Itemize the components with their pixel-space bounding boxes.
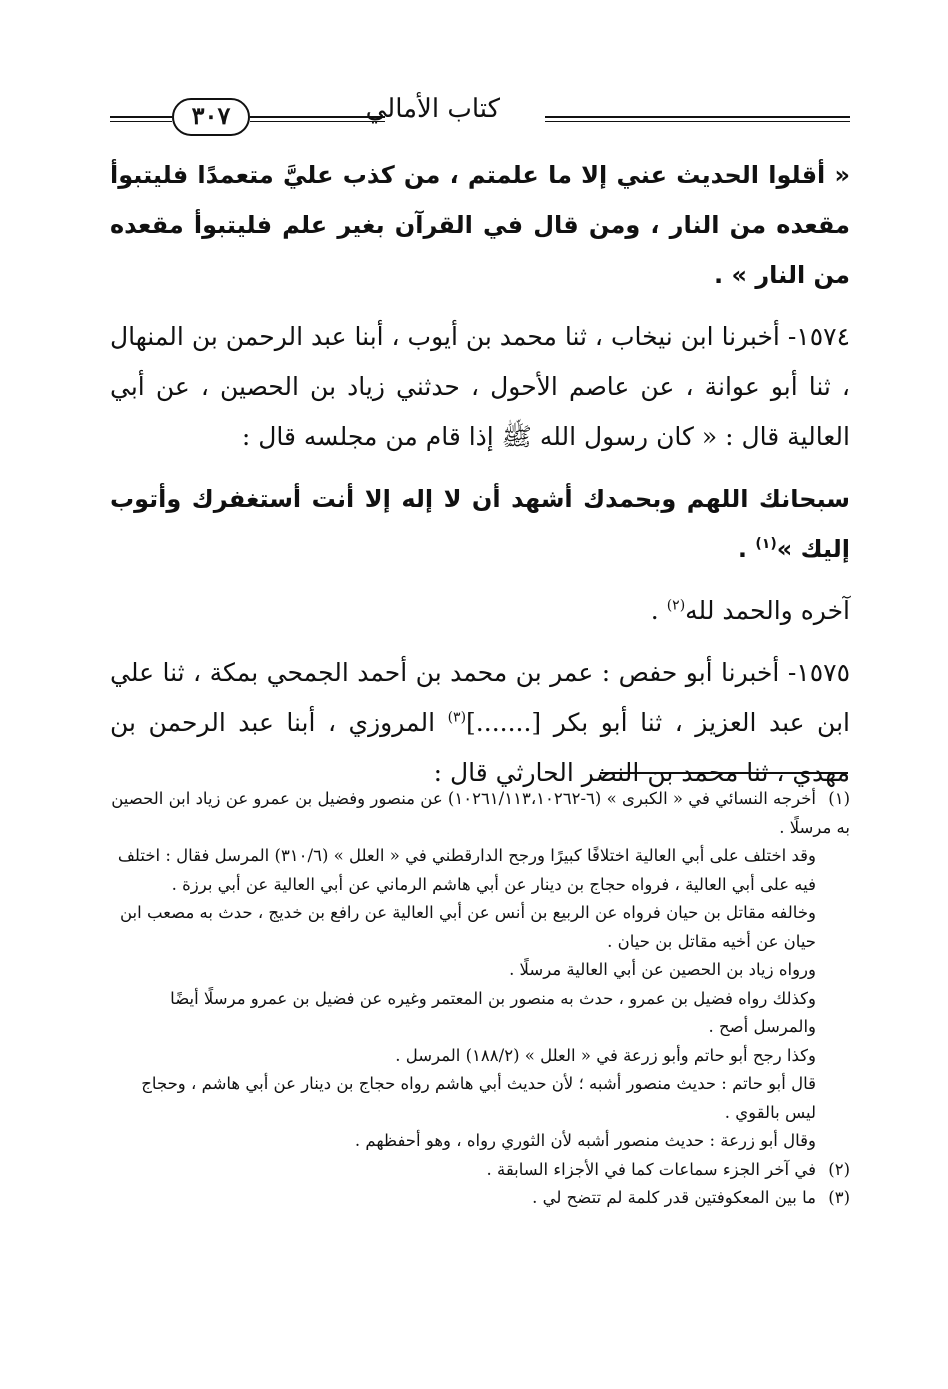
footnote-ref-2: (٢) (666, 597, 686, 614)
page-number: ٣٠٧ (172, 98, 250, 136)
footnote-2 (110, 1156, 850, 1185)
hadith-1574: ١٥٧٤- أخبرنا ابن نيخاب ، ثنا محمد بن أيوب ، أبنا عبد الرحمن بن المنهال ، ثنا أبو عوانة ، عن عاصم الأحول ، حدثني زياد بن الحصين ، عن أبي العالية قال : « كان رسول الله ﷺ إذا قام من مجلسه قال : (110, 322, 850, 451)
footnote-2-number: (٢) (828, 1159, 850, 1179)
footnote-3-number: (٣) (828, 1188, 850, 1207)
footnote-1-line-8: وقال أبو زرعة : حديث منصور أشبه لأن الثوري رواه ، وهو أحفظهم . (354, 1131, 816, 1150)
footnote-1-line-4: ورواه زياد بن الحصين عن أبي العالية مرسلًا . (509, 960, 816, 979)
footnote-2-text: في آخر الجزء سماعات كما في الأجزاء السابقة . (486, 1159, 816, 1179)
footnote-1-line-1: أخرجه النسائي في « الكبرى » (٦-١٠٢٦١/١١٣،١٠٢٦٢) عن منصور وفضيل بن عمرو عن زياد ابن الحصين به مرسلًا . (111, 789, 850, 837)
hadith-text-2 (110, 474, 850, 574)
main-text (110, 150, 850, 798)
page-header (110, 88, 850, 138)
footnote-ref-1: (١) (755, 536, 777, 552)
footnote-1-line-6: وكذا رجح أبو حاتم وأبو زرعة في « العلل » (١٨٨/٢) المرسل . (395, 1045, 816, 1065)
closing-line-end: . (650, 596, 667, 625)
footnotes (110, 785, 850, 1213)
footnote-1-line-2: وقد اختلف على أبي العالية اختلافًا كبيرًا ورجح الدارقطني في « العلل » (٣١٠/٦) المرسل فقال : اختلف فيه على أبي العالية ، فرواه حجاج بن دينار عن أبي هاشم الرماني عن أبي العالية عن أبي برزة . (117, 846, 816, 894)
footnote-3 (110, 1184, 850, 1213)
header-rule-middle (250, 116, 385, 122)
header-rule-right (545, 116, 850, 122)
footnote-1-line-3: وخالفه مقاتل بن حيان فرواه عن الربيع بن أنس عن أبي العالية عن رافع بن خديج ، حدث به مصعب ابن حيان عن أخيه مقاتل بن حيان . (120, 903, 816, 951)
hadith-1575-part-b: المروزي ، أبنا عبد الرحمن بن مهدي ، ثنا محمد بن النضر الحارثي قال : (110, 708, 850, 787)
closing-line-text: آخره والحمد لله (685, 596, 850, 625)
footnote-separator (600, 772, 848, 774)
closing-line (110, 586, 850, 636)
footnote-1-line-7: قال أبو حاتم : حديث منصور أشبه ؛ لأن حديث أبي هاشم رواه حجاج بن دينار عن أبي هاشم ، وحجاج ليس بالقوي . (141, 1074, 816, 1122)
footnote-ref-3: (٣) (447, 709, 467, 726)
hadith-text-2-body: سبحانك اللهم وبحمدك أشهد أن لا إله إلا أنت أستغفرك وأتوب إليك » (110, 485, 850, 563)
book-title: كتاب الأمالي (365, 94, 500, 124)
hadith-1575-part-a: ١٥٧٥- أخبرنا أبو حفص : عمر بن محمد بن أحمد الجمحي بمكة ، ثنا علي ابن عبد العزيز ، ثنا أبو بكر [.......] (110, 658, 850, 737)
hadith-text-1: « أقلوا الحديث عني إلا ما علمتم ، من كذب عليَّ متعمدًا فليتبوأ مقعده من النار ، ومن قال في القرآن بغير علم فليتبوأ مقعده من النار » . (110, 161, 850, 289)
footnote-1-number: (١) (828, 789, 850, 808)
footnote-3-text: ما بين المعكوفتين قدر كلمة لم تتضح لي . (532, 1188, 816, 1207)
header-rule-left (110, 116, 172, 122)
footnote-1 (110, 785, 850, 842)
hadith-1575 (110, 648, 850, 798)
footnote-1-line-5: وكذلك رواه فضيل بن عمرو ، حدث به منصور بن المعتمر وغيره عن فضيل بن عمرو مرسلًا أيضًا والمرسل أصح . (170, 988, 816, 1036)
hadith-text-2-end: . (737, 535, 756, 563)
